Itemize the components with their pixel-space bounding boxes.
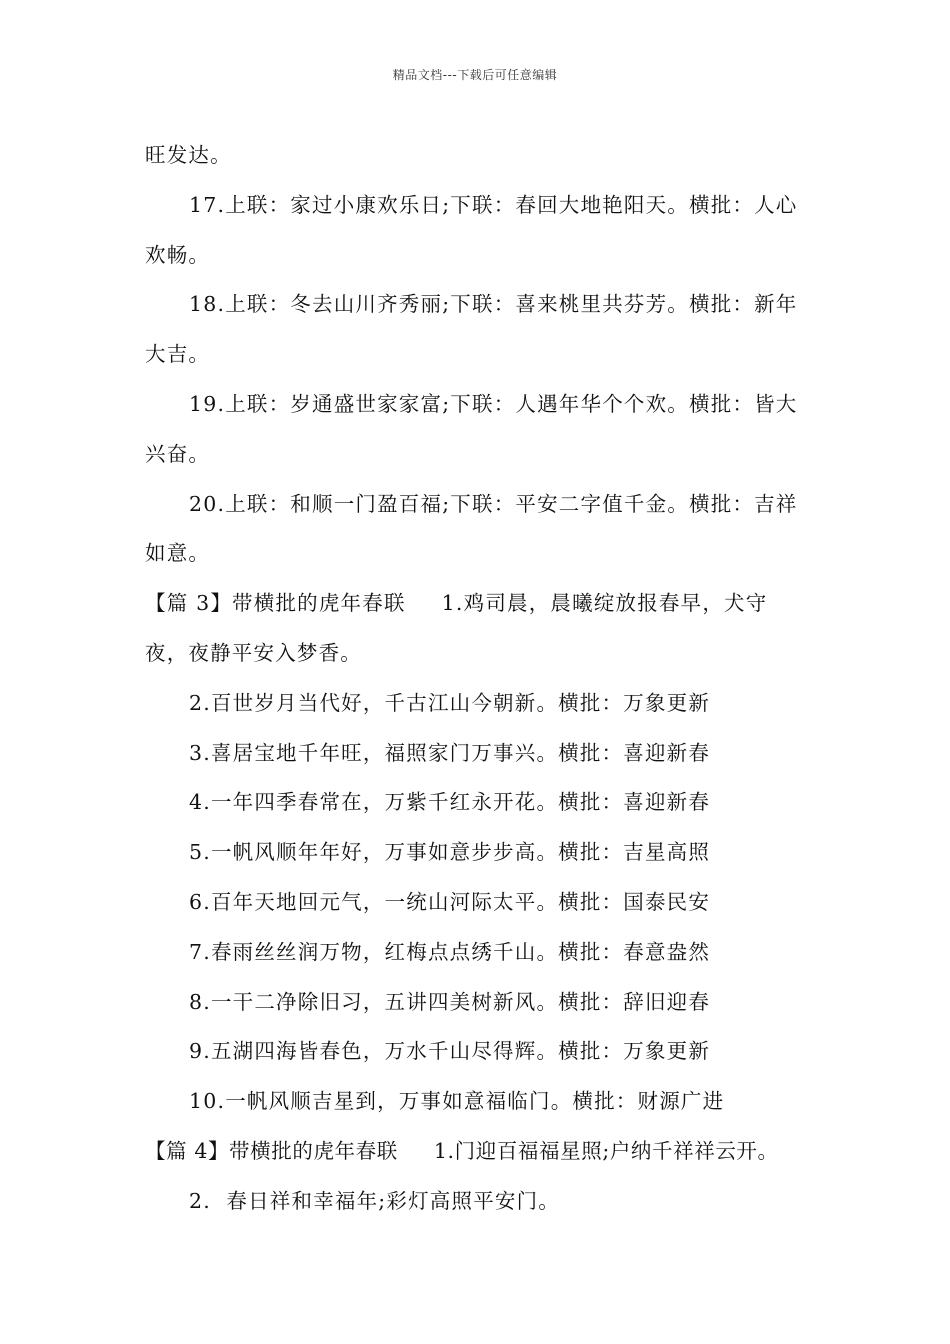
- couplet-item: 19.上联：岁通盛世家家富;下联：人遇年华个个欢。横批：皆大兴奋。: [145, 391, 798, 466]
- couplet-item: 18.上联：冬去山川齐秀丽;下联：喜来桃里共芬芳。横批：新年大吉。: [145, 292, 798, 367]
- couplet-item: 9.五湖四海皆春色，万水千山尽得辉。横批：万象更新: [189, 1039, 711, 1064]
- couplet-item: 7.春雨丝丝润万物，红梅点点绣千山。横批：春意盎然: [189, 939, 711, 964]
- section-3-first-item: 1.鸡司晨，晨曦绽放报春早，犬守夜，夜静平安入梦香。: [145, 591, 768, 665]
- section-3-paragraph: [145, 579, 810, 679]
- couplet-item: 20.上联：和顺一门盈百福;下联：平安二字值千金。横批：吉祥如意。: [145, 491, 798, 566]
- couplet-item: 4.一年四季春常在，万紫千红永开花。横批：喜迎新春: [189, 790, 711, 815]
- couplet-item: 6.百年天地回元气，一统山河际太平。横批：国泰民安: [189, 889, 711, 914]
- section-4-first-item: 1.门迎百福福星照;户纳千祥祥云开。: [433, 1138, 779, 1163]
- couplet-item: 2. 春日祥和幸福年;彩灯高照平安门。: [189, 1188, 560, 1213]
- couplet-item: 5.一帆风顺年年好，万事如意步步高。横批：吉星高照: [189, 840, 711, 865]
- paragraph-continuation: 旺发达。: [145, 143, 232, 167]
- section-3-heading: 【篇 3】带横批的虎年春联: [145, 591, 406, 616]
- document-body: [145, 131, 810, 1227]
- couplet-item: 2.百世岁月当代好，千古江山今朝新。横批：万象更新: [189, 690, 711, 715]
- couplet-item: 8.一干二净除旧习，五讲四美树新风。横批：辞旧迎春: [189, 989, 711, 1014]
- couplet-item: 10.一帆风顺吉星到，万事如意福临门。横批：财源广进: [189, 1089, 725, 1114]
- section-4-heading: 【篇 4】带横批的虎年春联: [145, 1138, 398, 1163]
- section-4-paragraph: [145, 1127, 810, 1177]
- page-header: 精品文档---下载后可任意编辑: [392, 68, 558, 82]
- couplet-item: 3.喜居宝地千年旺，福照家门万事兴。横批：喜迎新春: [189, 740, 711, 765]
- couplet-item: 17.上联：家过小康欢乐日;下联：春回大地艳阳天。横批：人心欢畅。: [145, 192, 798, 267]
